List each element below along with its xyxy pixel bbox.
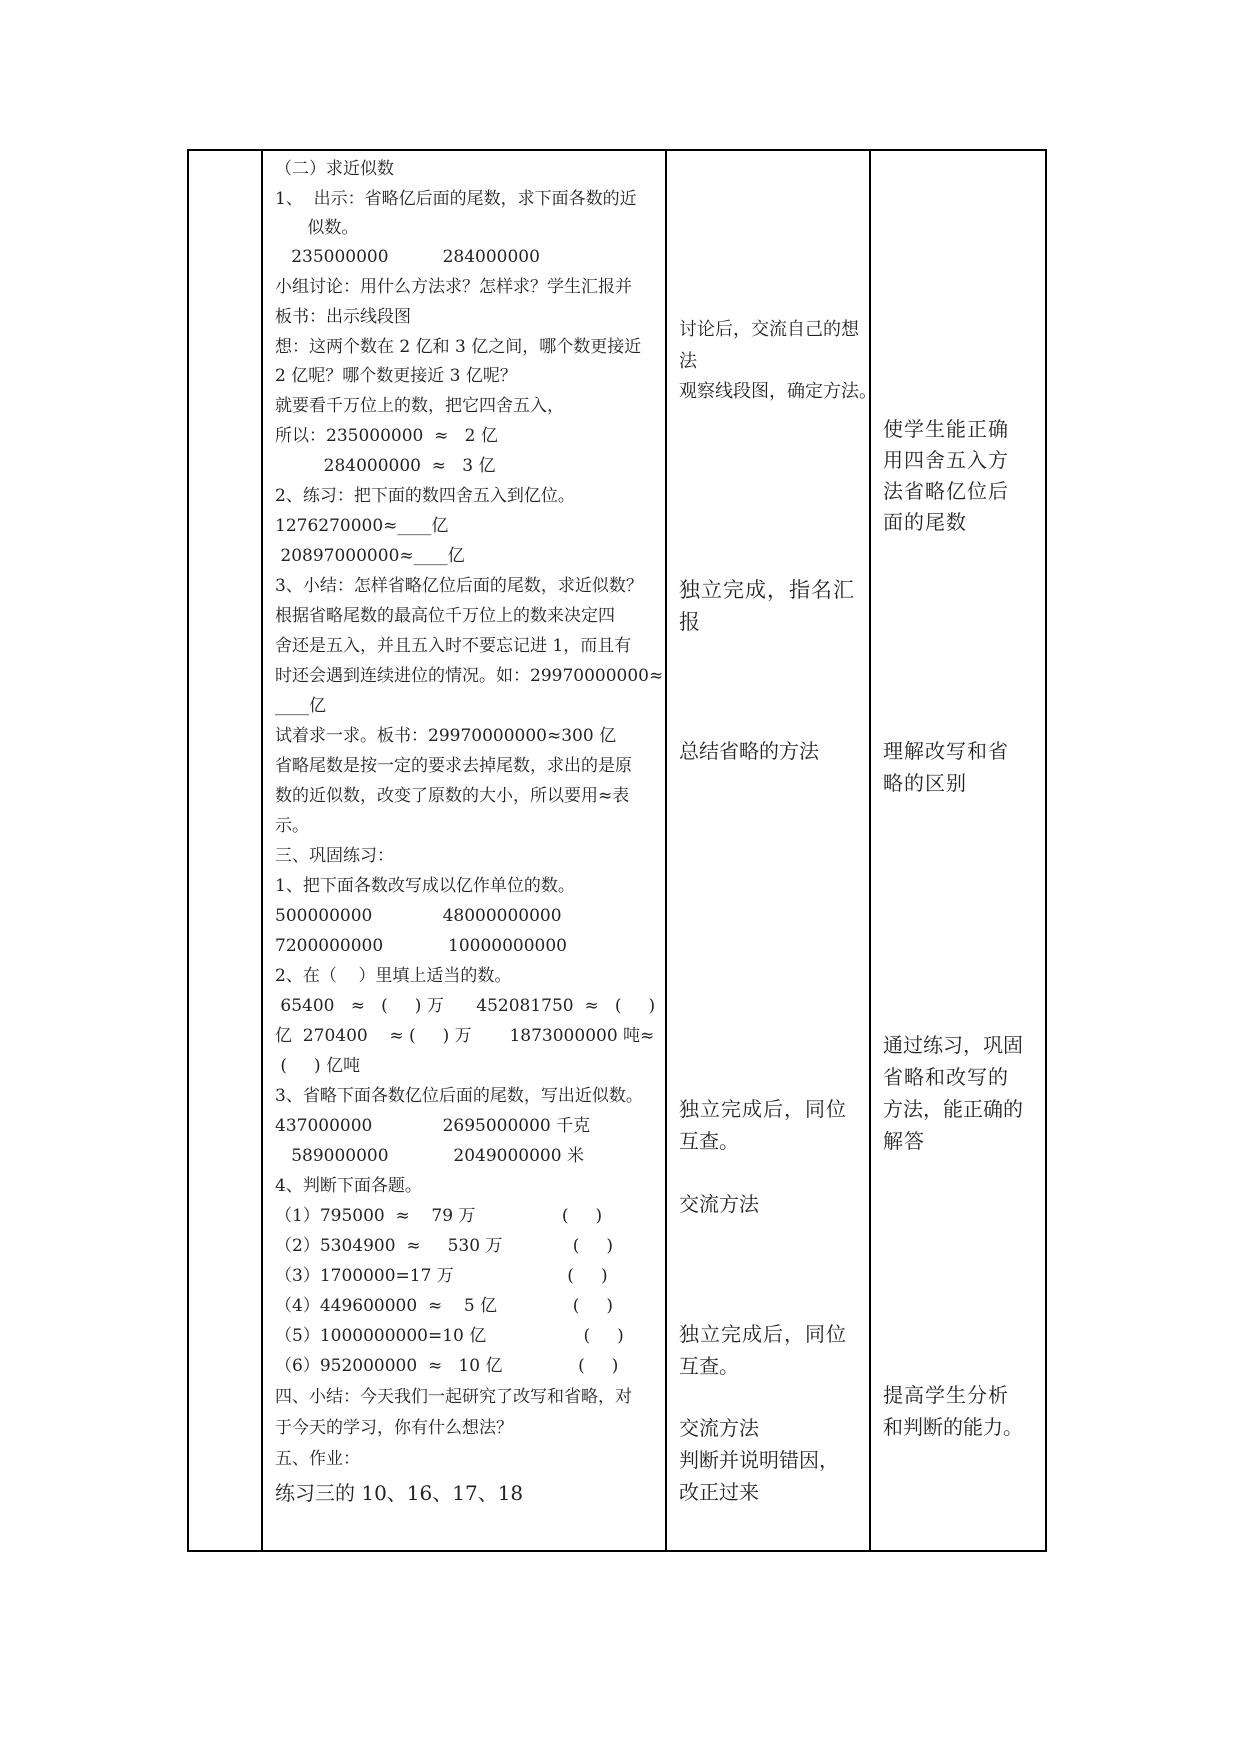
purpose-line: 省略和改写的 [883, 1065, 1009, 1089]
purpose-line: 解答 [883, 1129, 925, 1153]
main-line: 于今天的学习，你有什么想法？ [275, 1418, 513, 1438]
main-line: （6）952000000 ≈ 10 亿 ( ) [275, 1356, 619, 1376]
student-line: 交流方法 [679, 1192, 759, 1216]
main-line: （二）求近似数 [275, 159, 394, 179]
purpose-line: 提高学生分析 [883, 1383, 1009, 1407]
main-line: 根据省略尾数的最高位千万位上的数来决定四 [275, 606, 615, 626]
design-purpose-column [883, 151, 1043, 1550]
purpose-line: 法省略亿位后 [883, 479, 1009, 503]
student-line: 独立完成，指名汇 [679, 578, 855, 602]
main-line: （2）5304900 ≈ 530 万 ( ) [275, 1236, 613, 1256]
main-line: 1276270000≈____亿 [275, 516, 449, 536]
purpose-line: 面的尾数 [883, 510, 967, 534]
main-line: ( ) 亿吨 [275, 1056, 361, 1076]
column-divider [261, 151, 263, 1550]
student-line: 报 [679, 610, 700, 634]
lesson-table [187, 149, 1047, 1552]
main-line: 四、小结：今天我们一起研究了改写和省略，对 [275, 1387, 632, 1407]
student-line: 改正过来 [679, 1480, 759, 1504]
main-line: 就要看千万位上的数，把它四舍五入， [275, 396, 564, 416]
main-line: （1）795000 ≈ 79 万 ( ) [275, 1206, 603, 1226]
main-line: 3、省略下面各数亿位后面的尾数，写出近似数。 [275, 1086, 643, 1106]
purpose-line: 使学生能正确 [883, 417, 1009, 441]
main-line: 437000000 2695000000 千克 [275, 1116, 591, 1136]
main-line: 3、小结：怎样省略亿位后面的尾数，求近似数？ [275, 576, 643, 596]
main-line: 练习三的 10、16、17、18 [275, 1481, 524, 1505]
student-line: 独立完成后，同位 [679, 1097, 847, 1121]
main-line: 2、在（ ）里填上适当的数。 [275, 966, 512, 986]
student-line: 互查。 [679, 1129, 739, 1153]
main-line: 五、作业： [275, 1449, 360, 1469]
main-line: 示。 [275, 816, 309, 836]
main-line: 4、判断下面各题。 [275, 1176, 422, 1196]
main-line: 省略尾数是按一定的要求去掉尾数，求出的是原 [275, 756, 632, 776]
main-line: 所以：235000000 ≈ 2 亿 [275, 426, 498, 446]
main-line: 亿 270400 ≈ ( ) 万 1873000000 吨≈ [275, 1026, 655, 1046]
main-line: 2 亿呢？哪个数更接近 3 亿呢？ [275, 366, 517, 386]
main-line: 1、把下面各数改写成以亿作单位的数。 [275, 876, 575, 896]
main-line: 三、巩固练习： [275, 846, 394, 866]
main-line: 7200000000 10000000000 [275, 936, 567, 956]
main-line: 试着求一求。板书：29970000000≈300 亿 [275, 726, 617, 746]
column-divider [665, 151, 667, 1550]
main-line: 数的近似数，改变了原数的大小，所以要用≈表 [275, 786, 630, 806]
main-line: 时还会遇到连续进位的情况。如：29970000000≈ [275, 666, 664, 686]
student-line: 独立完成后，同位 [679, 1322, 847, 1346]
main-line: 589000000 2049000000 米 [275, 1146, 584, 1166]
main-line: （4）449600000 ≈ 5 亿 ( ) [275, 1296, 613, 1316]
main-line: （3）1700000=17 万 ( ) [275, 1266, 608, 1286]
main-line: （5）1000000000=10 亿 ( ) [275, 1326, 624, 1346]
main-line: 20897000000≈____亿 [275, 546, 465, 566]
teaching-process-column [275, 151, 664, 1550]
main-line: 想：这两个数在 2 亿和 3 亿之间，哪个数更接近 [275, 337, 642, 357]
main-line: 板书：出示线段图 [275, 307, 411, 327]
student-line: 讨论后，交流自己的想 [679, 319, 859, 340]
student-line: 交流方法 [679, 1416, 759, 1440]
blank-first-column [189, 151, 261, 1550]
purpose-line: 通过练习，巩固 [883, 1033, 1023, 1057]
main-line: 235000000 284000000 [275, 247, 540, 267]
student-line: 总结省略的方法 [679, 739, 819, 763]
main-line: 65400 ≈ ( ) 万 452081750 ≈ ( ) [275, 996, 656, 1016]
purpose-line: 略的区别 [883, 771, 967, 795]
student-line: 法 [679, 351, 697, 372]
student-line: 互查。 [679, 1354, 739, 1378]
main-line: 似数。 [275, 218, 359, 238]
main-line: 500000000 48000000000 [275, 906, 562, 926]
main-line: 舍还是五入，并且五入时不要忘记进 1，而且有 [275, 636, 632, 656]
column-divider [869, 151, 871, 1550]
main-line: 1、 出示：省略亿后面的尾数，求下面各数的近 [275, 189, 637, 209]
main-line: ____亿 [275, 696, 326, 716]
main-line: 2、练习：把下面的数四舍五入到亿位。 [275, 486, 575, 506]
main-line: 小组讨论：用什么方法求？怎样求？学生汇报并 [275, 277, 632, 297]
purpose-line: 和判断的能力。 [883, 1415, 1023, 1439]
purpose-line: 用四舍五入方 [883, 448, 1009, 472]
student-line: 判断并说明错因， [679, 1448, 839, 1472]
main-line: 284000000 ≈ 3 亿 [275, 456, 496, 476]
student-line: 观察线段图，确定方法。 [679, 381, 877, 402]
purpose-line: 理解改写和省 [883, 739, 1009, 763]
student-activity-column [679, 151, 877, 1550]
purpose-line: 方法，能正确的 [883, 1097, 1023, 1121]
